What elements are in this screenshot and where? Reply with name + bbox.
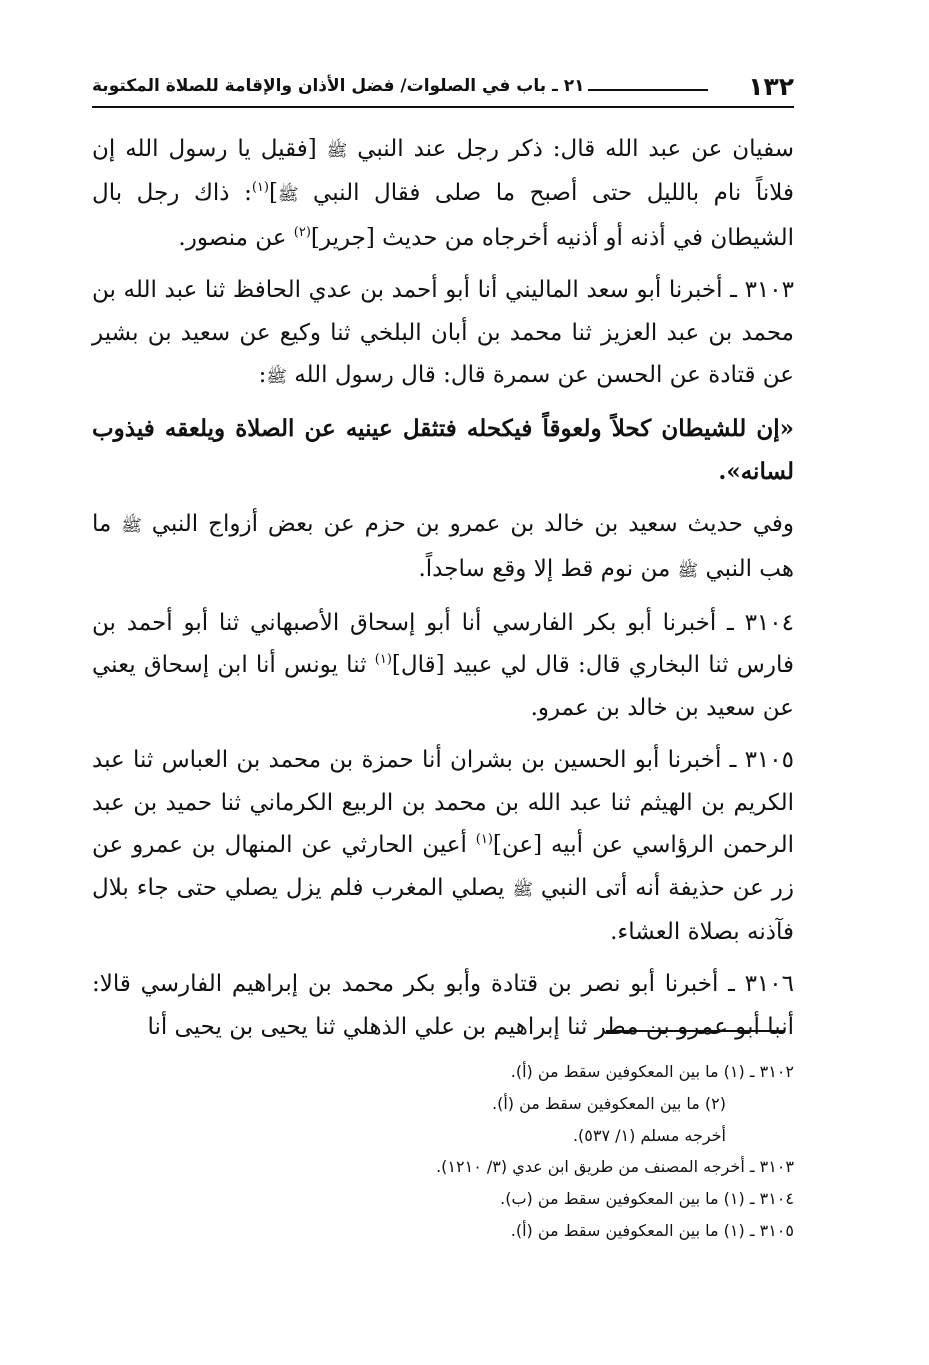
footnote-marker: (٢) (293, 224, 311, 240)
text-run: أعين الحارثي عن المنهال بن عمرو عن زر عن حذيفة أنه أتى النبي (92, 832, 795, 901)
footnote-line: ٣١٠٥ ـ (١) ما بين المعكوفين سقط من (أ). (510, 1220, 794, 1240)
honorific-glyph: ﷺ (512, 879, 534, 900)
paragraph-hadith-3105 (92, 739, 794, 953)
text-run: ٣١٠٤ ـ أخبرنا أبو بكر الفارسي أنا أبو إسحاق الأصبهاني ثنا أبو أحمد بن فارس ثنا البخاري قال: قال لي عبيد [قال] (92, 610, 794, 679)
running-title: ٢١ ـ باب في الصلوات/ فضل الأذان والإقامة للصلاة المكتوبة (92, 76, 585, 96)
footnote-line: ٣١٠٣ ـ أخرجه المصنف من طريق ابن عدي (٣/ ١٢١٠). (436, 1157, 794, 1177)
footnote-marker: (١) (374, 652, 392, 668)
paragraph-hadith-3103 (92, 269, 794, 398)
text-run: ] (268, 180, 278, 207)
honorific-glyph: ﷺ (266, 367, 287, 388)
footnotes (92, 1056, 794, 1247)
text-run: ٣١٠٣ ـ أخبرنا أبو سعد الماليني أنا أبو أحمد بن عدي الحافظ ثنا عبد الله بن محمد بن عبد العزيز ثنا محمد بن أبان البلخي ثنا وكيع عن سعيد بن بشير عن قتادة عن الحسن عن سمرة قال: قال رسول الله (92, 277, 794, 389)
text-run: ما هب النبي (92, 511, 794, 582)
page-number: ١٣٢ (748, 72, 794, 101)
hadith-quote: «إن للشيطان كحلاً ولعوقاً فيكحله فتثقل عينيه عن الصلاة ويلعقه فيذوب لسانه». (92, 415, 794, 485)
footnote-separator (606, 1030, 784, 1032)
footnote-marker: (١) (475, 832, 493, 848)
footnote-line: ٣١٠٤ ـ (١) ما بين المعكوفين سقط من (ب). (500, 1189, 794, 1209)
text-run: ٣١٠٥ ـ أخبرنا أبو الحسين بن بشران أنا حمزة بن محمد بن العباس ثنا عبد الكريم بن الهيثم ثنا عبد الله بن محمد بن الربيع الكرماني ثنا حميد بن عبد الرحمن الرؤاسي عن أبيه [عن] (92, 747, 794, 859)
text-run: وفي حديث سعيد بن خالد بن عمرو بن حزم عن بعض أزواج النبي (151, 511, 795, 538)
footnote-line: (٢) ما بين المعكوفين سقط من (أ). (491, 1093, 726, 1113)
text-run: يصلي المغرب فلم يزل يصلي حتى جاء بلال فآذنه بصلاة العشاء. (92, 874, 794, 945)
honorific-glyph: ﷺ (326, 141, 348, 161)
text-run: : ذاك رجل بال الشيطان في أذنه أو أذنيه أخرجاه من حديث [جرير] (92, 180, 794, 251)
page-header (92, 70, 794, 108)
honorific-glyph: ﷺ (277, 185, 299, 206)
paragraph-hadith-3104 (92, 602, 794, 729)
paragraph-sa-id-report (92, 503, 794, 592)
footnote-line: أخرجه مسلم (١/ ٥٣٧). (572, 1125, 726, 1145)
paragraph-hadith-3102-end (92, 128, 794, 259)
text-run: من نوم قط إلا وقع ساجداً. (418, 555, 671, 582)
text-run: ثنا يونس أنا ابن إسحاق يعني عن سعيد بن خالد بن عمرو. (92, 652, 794, 721)
paragraph-hadith-3106: ٣١٠٦ ـ أخبرنا أبو نصر بن قتادة وأبو بكر محمد بن إبراهيم الفارسي قالا: أنبا أبو عمرو بن مطر ثنا إبراهيم بن علي الذهلي ثنا يحيى بن يحيى أنا (92, 971, 794, 1040)
honorific-glyph: ﷺ (121, 516, 142, 537)
text-run: سفيان عن عبد الله قال: ذكر رجل عند النبي (357, 136, 795, 162)
text-run: : (258, 362, 267, 389)
text-run: عن منصور. (178, 224, 294, 251)
footnote-line: ٣١٠٢ ـ (١) ما بين المعكوفين سقط من (أ). (510, 1062, 794, 1081)
header-rule (588, 89, 708, 91)
honorific-glyph: ﷺ (677, 560, 699, 581)
main-text (92, 128, 794, 1048)
footnote-marker: (١) (251, 180, 269, 196)
text-run: [فقيل يا رسول الله إن فلاناً نام بالليل حتى أصبح ما صلى فقال النبي (92, 136, 795, 207)
